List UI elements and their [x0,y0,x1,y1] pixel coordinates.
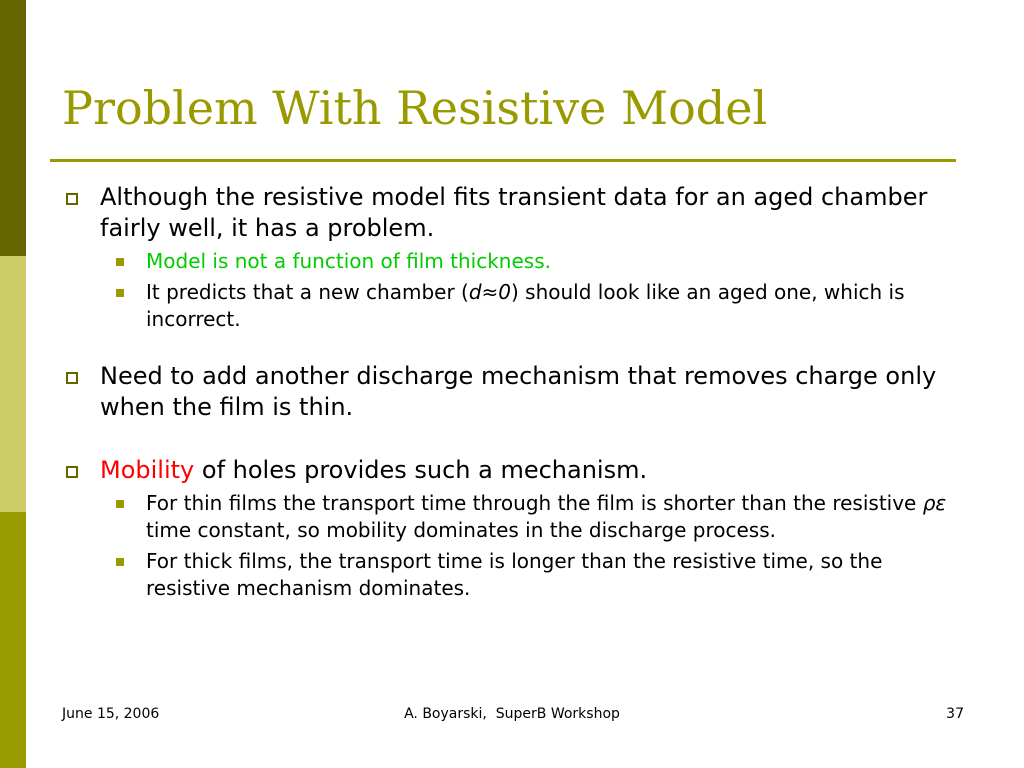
bullet-2-text: Need to add another discharge mechanism that removes charge only when the film is thin. [100,362,937,421]
decorative-stripe-middle [0,256,26,512]
bullet-3 [62,455,962,486]
sub-bullet-1-1-text: Model is not a function of film thickness. [146,249,551,273]
sub-bullet-3-2-text: For thick films, the transport time is longer than the resistive time, so the resistive mechanism dominates. [146,549,883,600]
sub-bullet-3-1-text-a: For thin films the transport time through the film is shorter than the resistive [146,491,923,515]
sub-bullet-1-2 [62,279,962,333]
hollow-square-bullet-icon [66,372,78,384]
filled-square-bullet-icon [116,289,124,297]
title-underline [50,159,956,162]
footer-page-number: 37 [946,706,964,722]
bullet-3-text: of holes provides such a mechanism. [194,456,648,484]
math-rho-epsilon: ρε [922,491,947,515]
sub-bullet-1-2-text-b: ) should look like an aged one, which is incorrect. [146,280,905,331]
bullet-1-text: Although the resistive model fits transient data for an aged chamber fairly well, it has a problem. [100,183,928,242]
mobility-highlight: Mobility [100,456,195,484]
sub-bullet-1-2-text-a: It predicts that a new chamber ( [146,280,469,304]
footer-date: June 15, 2006 [62,706,160,722]
bullet-1 [62,182,962,244]
math-d-approx-zero: d≈0 [468,280,512,304]
filled-square-bullet-icon [116,558,124,566]
sub-bullet-3-1-text-b: time constant, so mobility dominates in the discharge process. [146,518,776,542]
hollow-square-bullet-icon [66,466,78,478]
slide-body [62,182,962,602]
footer-author: A. Boyarski, SuperB Workshop [404,706,620,722]
filled-square-bullet-icon [116,500,124,508]
slide-title: Problem With Resistive Model [62,81,768,135]
filled-square-bullet-icon [116,258,124,266]
decorative-stripe-bottom [0,512,26,768]
sub-bullet-1-1 [62,248,962,275]
hollow-square-bullet-icon [66,193,78,205]
sub-bullet-3-2 [62,548,962,602]
decorative-stripe-top [0,0,26,256]
sub-bullet-3-1 [62,490,962,544]
bullet-2 [62,361,962,423]
